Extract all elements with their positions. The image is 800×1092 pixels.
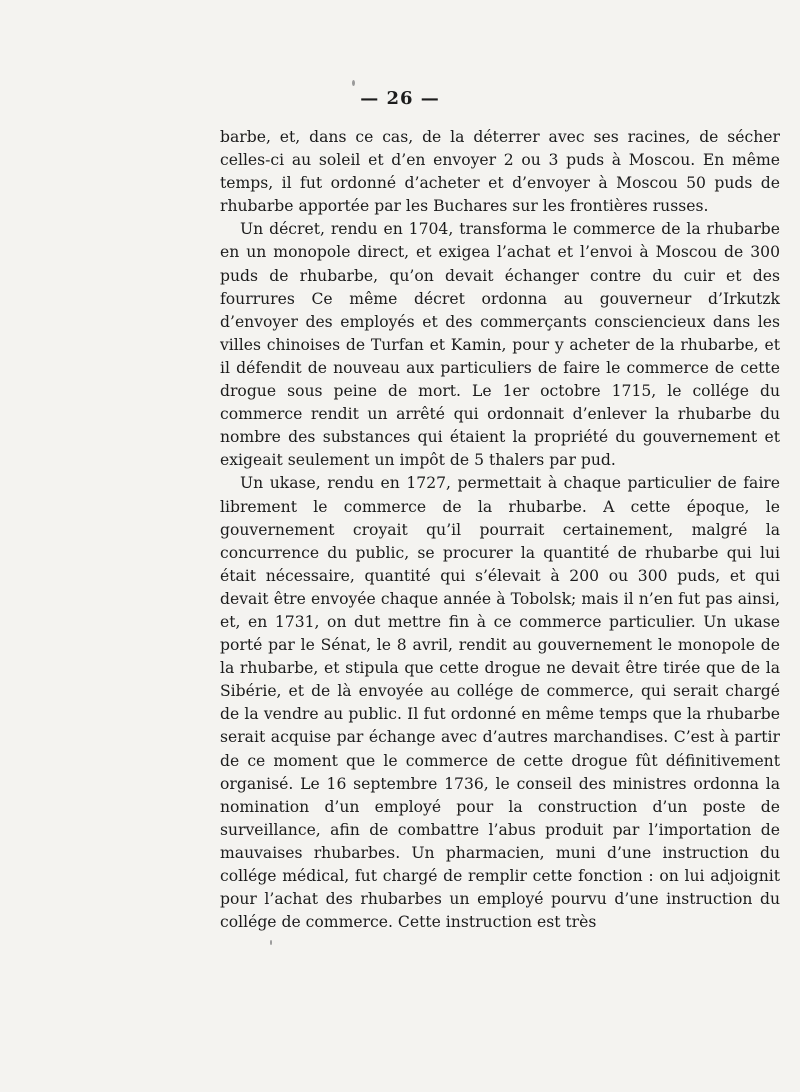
ink-speck — [270, 940, 272, 945]
body-text — [220, 126, 780, 934]
paragraph-3: Un ukase, rendu en 1727, permettait à chaque particulier de faire librement le commerce de la rhubarbe. A cette époque, le gouvernement croyait qu’il pourrait certainement, malgré la concurrence du public, se procurer la quantité de rhubarbe qui lui était nécessaire, quantité qui s’élevait à 200 ou 300 puds, et qui devait être envoyée chaque année à Tobolsk; mais il n’en fut pas ainsi, et, en 1731, on dut mettre fin à ce commerce particulier. Un ukase porté par le Sénat, le 8 avril, rendit au gouvernement le monopole de la rhubarbe, et stipula que cette drogue ne devait être tirée que de la Sibérie, et de là envoyée au collége de commerce, qui serait chargé de la vendre au public. Il fut ordonné en même temps que la rhubarbe serait acquise par échange avec d’autres marchandises. C’est à partir de ce moment que le commerce de cette drogue fût définitivement organisé. Le 16 septembre 1736, le conseil des ministres ordonna la nomination d’un employé pour la construction d’un poste de surveillance, afin de combattre l’abus produit par l’importation de mauvaises rhubarbes. Un pharmacien, muni d’une instruction du collége médical, fut chargé de remplir cette fonction : on lui adjoignit pour l’achat des rhubarbes un employé pourvu d’une instruction du collége de commerce. Cette instruction est très — [220, 474, 780, 932]
page-number: — 26 — — [360, 88, 440, 109]
paragraph-2: Un décret, rendu en 1704, transforma le commerce de la rhubarbe en un monopole direct, et exigea l’achat et l’envoi à Moscou de 300 puds de rhubarbe, qu’on devait échanger contre du cuir et des fourrures Ce même décret ordonna au gouverneur d’Irkutzk d’envoyer des employés et des commerçants consciencieux dans les villes chinoises de Turfan et Kamin, pour y acheter de la rhubarbe, et il défendit de nouveau aux particuliers de faire le commerce de cette drogue sous peine de mort. Le 1er octobre 1715, le collége du commerce rendit un arrêté qui ordonnait d’enlever la rhubarbe du nombre des substances qui étaient la propriété du gouvernement et exigeait seulement un impôt de 5 thalers par pud. — [220, 220, 780, 470]
ink-speck — [352, 80, 355, 86]
paragraph-1: barbe, et, dans ce cas, de la déterrer avec ses racines, de sécher celles-ci au soleil et d’en envoyer 2 ou 3 puds à Moscou. En même temps, il fut ordonné d’acheter et d’envoyer à Moscou 50 puds de rhubarbe apportée par les Buchares sur les frontières russes. — [220, 128, 780, 216]
